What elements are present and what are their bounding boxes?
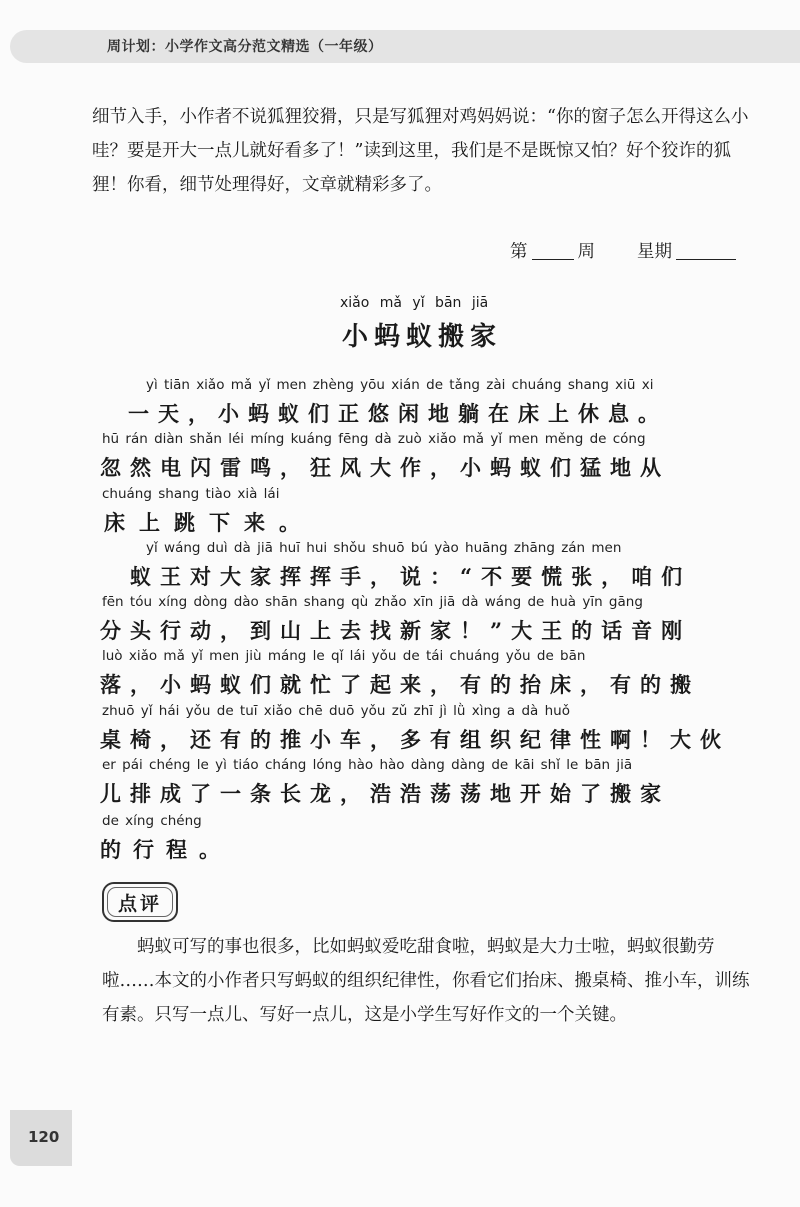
- comment-badge: [102, 882, 178, 922]
- comment-badge-label: 点评: [117, 892, 162, 915]
- pinyin-line: hū rán diàn shǎn léi míng kuáng fēng dà zuò xiǎo mǎ yǐ men měng de cóng: [102, 431, 646, 447]
- intro-paragraph: 细节入手，小作者不说狐狸狡猾，只是写狐狸对鸡妈妈说：“你的窗子怎么开得这么小哇？要是开大一点儿就好看多了！”读到这里，我们是不是既惊又怕？好个狡诈的狐狸！你看，细节处理得好，文章就精彩多了。: [92, 107, 749, 195]
- week-suffix: 周: [577, 242, 595, 262]
- story-line: 一天，小蚂蚁们正悠闲地躺在床上休息。: [128, 401, 668, 426]
- story-line: 忽然电闪雷鸣，狂风大作，小蚂蚁们猛地从: [100, 455, 670, 480]
- pinyin-line: fēn tóu xíng dòng dào shān shang qù zhǎo xīn jiā dà wáng de huà yīn gāng: [102, 594, 643, 610]
- weekday-label: 星期: [637, 242, 672, 262]
- story-line: 桌椅，还有的推小车，多有组织纪律性啊！大伙: [100, 727, 730, 752]
- page-title: 小蚂蚁搬家: [342, 322, 503, 352]
- date-line: [510, 238, 736, 263]
- pinyin-line: de xíng chéng: [102, 813, 202, 829]
- page-number: 120: [28, 1128, 60, 1146]
- pinyin-line: er pái chéng le yì tiáo cháng lóng hào hào dàng dàng de kāi shǐ le bān jiā: [102, 757, 633, 773]
- weekday-blank: [676, 241, 736, 260]
- story-line: 儿排成了一条长龙，浩浩荡荡地开始了搬家: [100, 781, 670, 806]
- title-pinyin: xiǎo mǎ yǐ bān jiā: [340, 295, 489, 311]
- week-blank: [532, 241, 574, 260]
- story-line: 的行程。: [100, 837, 232, 862]
- pinyin-line: yì tiān xiǎo mǎ yǐ men zhèng yōu xián de tǎng zài chuáng shang xiū xi: [146, 377, 654, 393]
- story-line: 分头行动，到山上去找新家！”大王的话音刚: [100, 618, 692, 643]
- week-prefix: 第: [510, 242, 528, 262]
- pinyin-line: yǐ wáng duì dà jiā huī hui shǒu shuō bú yào huāng zhāng zán men: [146, 540, 622, 556]
- pinyin-line: luò xiǎo mǎ yǐ men jiù máng le qǐ lái yǒu de tái chuáng yǒu de bān: [102, 648, 586, 664]
- comment-paragraph: [102, 930, 752, 1032]
- story-line: 蚁王对大家挥挥手，说：“不要慌张，咱们: [130, 564, 692, 589]
- pinyin-line: chuáng shang tiào xià lái: [102, 486, 280, 502]
- story-line: 床上跳下来。: [104, 510, 314, 535]
- story-line: 落，小蚂蚁们就忙了起来，有的抬床，有的搬: [100, 672, 700, 697]
- running-header: 周计划：小学作文高分范文精选（一年级）: [107, 39, 383, 55]
- pinyin-line: zhuō yǐ hái yǒu de tuī xiǎo chē duō yǒu zǔ zhī jì lǜ xìng a dà huǒ: [102, 703, 570, 719]
- comment-text: 蚂蚁可写的事也很多，比如蚂蚁爱吃甜食啦，蚂蚁是大力士啦，蚂蚁很勤劳啦……本文的小作者只写蚂蚁的组织纪律性，你看它们抬床、搬桌椅、推小车，训练有素。只写一点儿、写好一点儿，这是小学生写好作文的一个关键。: [102, 937, 750, 1025]
